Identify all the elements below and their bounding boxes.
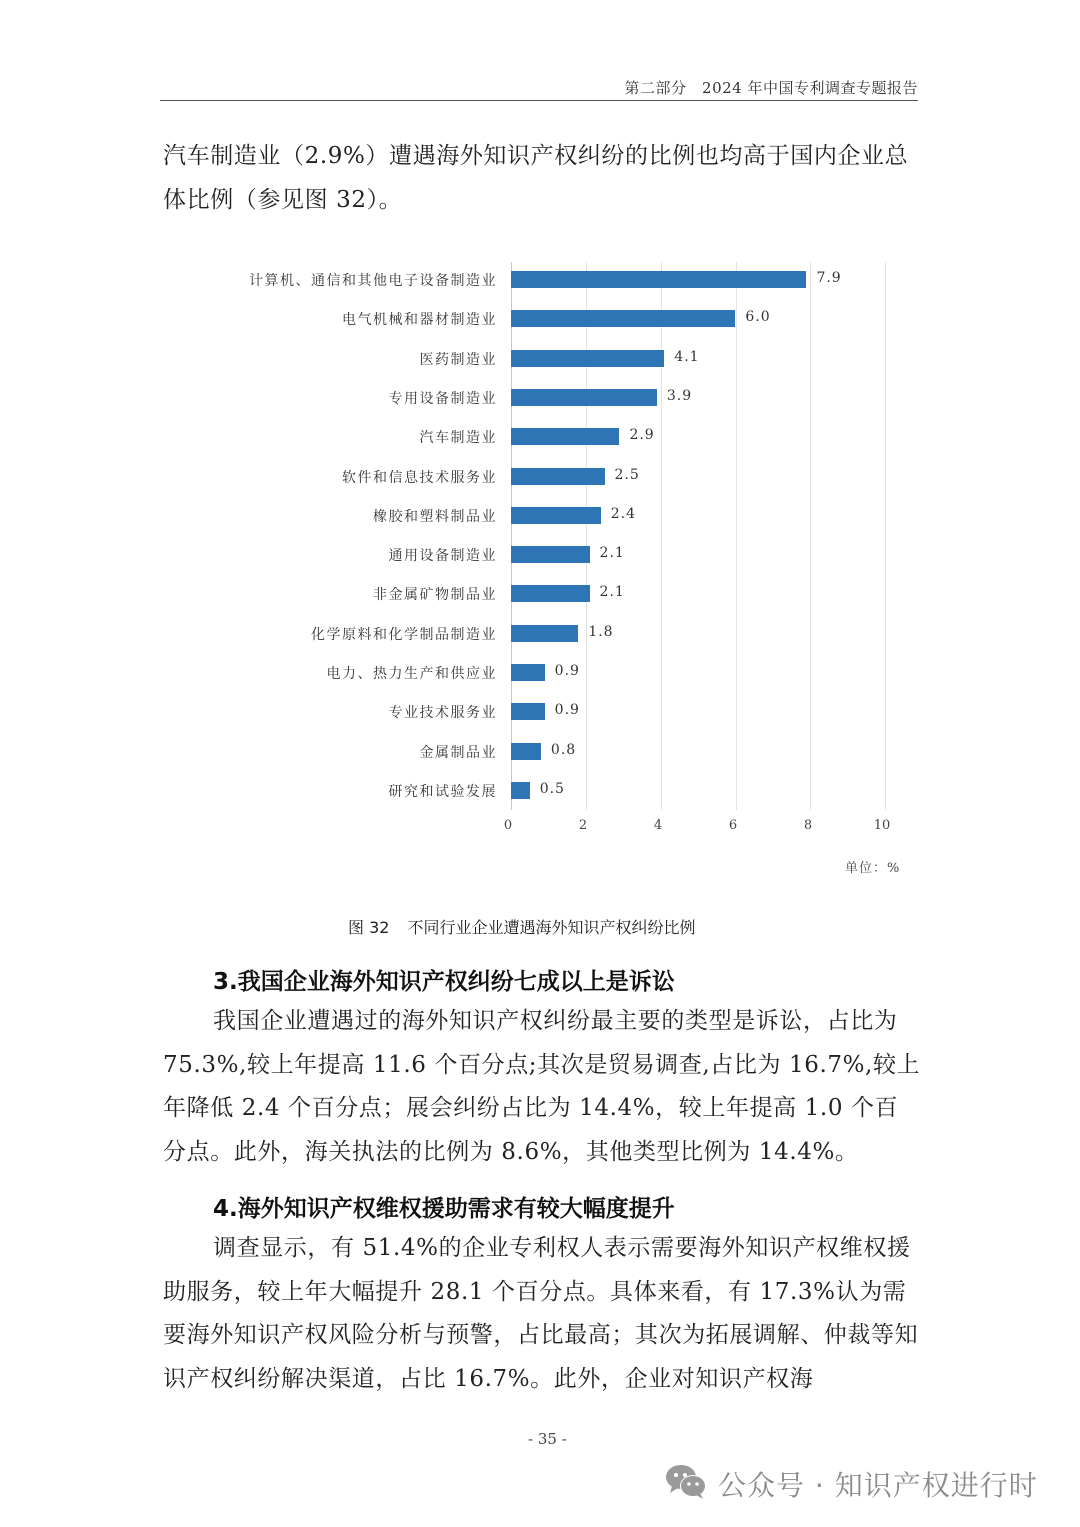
x-tick-6: 6	[728, 818, 738, 833]
gridline-6	[736, 262, 737, 810]
figure-number: 图 32	[348, 918, 390, 937]
category-label: 化学原料和化学制品制造业	[311, 626, 497, 643]
section-4-body: 调查显示，有 51.4%的企业专利权人表示需要海外知识产权维权援助服务，较上年大幅提升 28.1 个百分点。具体来看，有 17.3%认为需要海外知识产权风险分析与预警，占比最高；其次为拓展调解、仲裁等知识产权纠纷解决渠道，占比 16.7%。此外，企业对知识产权海	[163, 1235, 919, 1392]
bar-value-label: 6.0	[745, 309, 771, 326]
gridline-0	[511, 262, 512, 810]
bar-value-label: 1.8	[588, 623, 614, 640]
figure-title: 不同行业企业遭遇海外知识产权纠纷比例	[407, 918, 696, 937]
bar-row	[0, 546, 1080, 564]
x-tick-0: 0	[503, 818, 513, 833]
bar-value-label: 0.5	[539, 780, 565, 797]
category-label: 研究和试验发展	[388, 783, 497, 800]
section-3-body: 我国企业遭遇过的海外知识产权纠纷最主要的类型是诉讼，占比为75.3%,较上年提高 11.6 个百分点;其次是贸易调查,占比为 16.7%,较上年降低 2.4 个百分点；展会纠纷占比为 14.4%，较上年提高 1.0 个百分点。此外，海关执法的比例为 8.6%，其他类型比例为 14.4%。	[163, 1008, 921, 1165]
gridline-8	[810, 262, 811, 810]
bar-value-label: 2.1	[599, 584, 625, 601]
bar	[511, 625, 578, 642]
bar-value-label: 2.5	[614, 466, 640, 483]
bar	[511, 310, 735, 327]
category-label: 医药制造业	[419, 351, 497, 368]
bar-row	[0, 507, 1080, 525]
x-tick-4: 4	[653, 818, 663, 833]
bar	[511, 585, 590, 602]
bar-row	[0, 468, 1080, 486]
bar-row	[0, 585, 1080, 603]
bar-value-label: 2.4	[610, 505, 637, 522]
bar	[511, 271, 806, 288]
section-4-heading: 4.海外知识产权维权援助需求有较大幅度提升	[213, 1196, 675, 1222]
bar	[511, 664, 545, 681]
section-3-heading: 3.我国企业海外知识产权纠纷七成以上是诉讼	[213, 969, 675, 995]
category-label: 橡胶和塑料制品业	[373, 508, 497, 525]
wechat-icon	[664, 1462, 708, 1506]
bar	[511, 507, 601, 524]
x-tick-10: 10	[873, 818, 891, 833]
gridline-4	[661, 262, 662, 810]
bar-row	[0, 703, 1080, 721]
watermark	[664, 1462, 1038, 1506]
bar-value-label: 0.9	[554, 702, 580, 719]
watermark-text: 公众号 · 知识产权进行时	[718, 1469, 1038, 1502]
category-label: 计算机、通信和其他电子设备制造业	[249, 273, 497, 289]
bar	[511, 389, 657, 406]
bar	[511, 350, 664, 367]
bar-row	[0, 350, 1080, 368]
bar-row	[0, 271, 1080, 289]
bar-row	[0, 310, 1080, 328]
category-label: 专用设备制造业	[388, 390, 497, 407]
gridline-2	[586, 262, 587, 810]
category-label: 金属制品业	[419, 744, 497, 761]
category-label: 汽车制造业	[419, 430, 497, 447]
category-label: 软件和信息技术服务业	[342, 469, 497, 486]
category-label: 专业技术服务业	[388, 705, 497, 722]
bar-value-label: 0.8	[550, 741, 577, 758]
category-label: 非金属矿物制品业	[373, 587, 497, 604]
bar-value-label: 3.9	[666, 387, 693, 404]
category-label: 通用设备制造业	[388, 548, 497, 565]
bar	[511, 468, 605, 485]
bar-value-label: 2.1	[599, 545, 625, 562]
bar-value-label: 2.9	[629, 427, 655, 444]
page-number: - 35 -	[528, 1430, 567, 1448]
bar	[511, 782, 530, 799]
bar-value-label: 4.1	[674, 348, 700, 365]
bar-value-label: 0.9	[554, 663, 580, 679]
bar-row	[0, 743, 1080, 761]
bar-row	[0, 428, 1080, 446]
bar-row	[0, 664, 1080, 682]
bar-value-label: 7.9	[816, 270, 842, 286]
bar-row	[0, 389, 1080, 407]
gridline-10	[885, 262, 886, 810]
running-title: 第二部分 2024 年中国专利调查专题报告	[624, 79, 918, 97]
bar	[511, 743, 541, 760]
x-tick-8: 8	[803, 818, 813, 833]
unit-label: 单位：%	[845, 861, 901, 876]
bar-row	[0, 782, 1080, 800]
category-label: 电气机械和器材制造业	[342, 312, 497, 329]
category-label: 电力、热力生产和供应业	[326, 666, 497, 682]
bar	[511, 703, 545, 720]
bar-row	[0, 625, 1080, 643]
bar	[511, 428, 619, 445]
bar	[511, 546, 590, 563]
x-tick-2: 2	[578, 818, 588, 833]
intro-paragraph: 汽车制造业（2.9%）遭遇海外知识产权纠纷的比例也均高于国内企业总体比例（参见图 32）。	[163, 143, 909, 213]
figure-caption	[348, 915, 695, 938]
